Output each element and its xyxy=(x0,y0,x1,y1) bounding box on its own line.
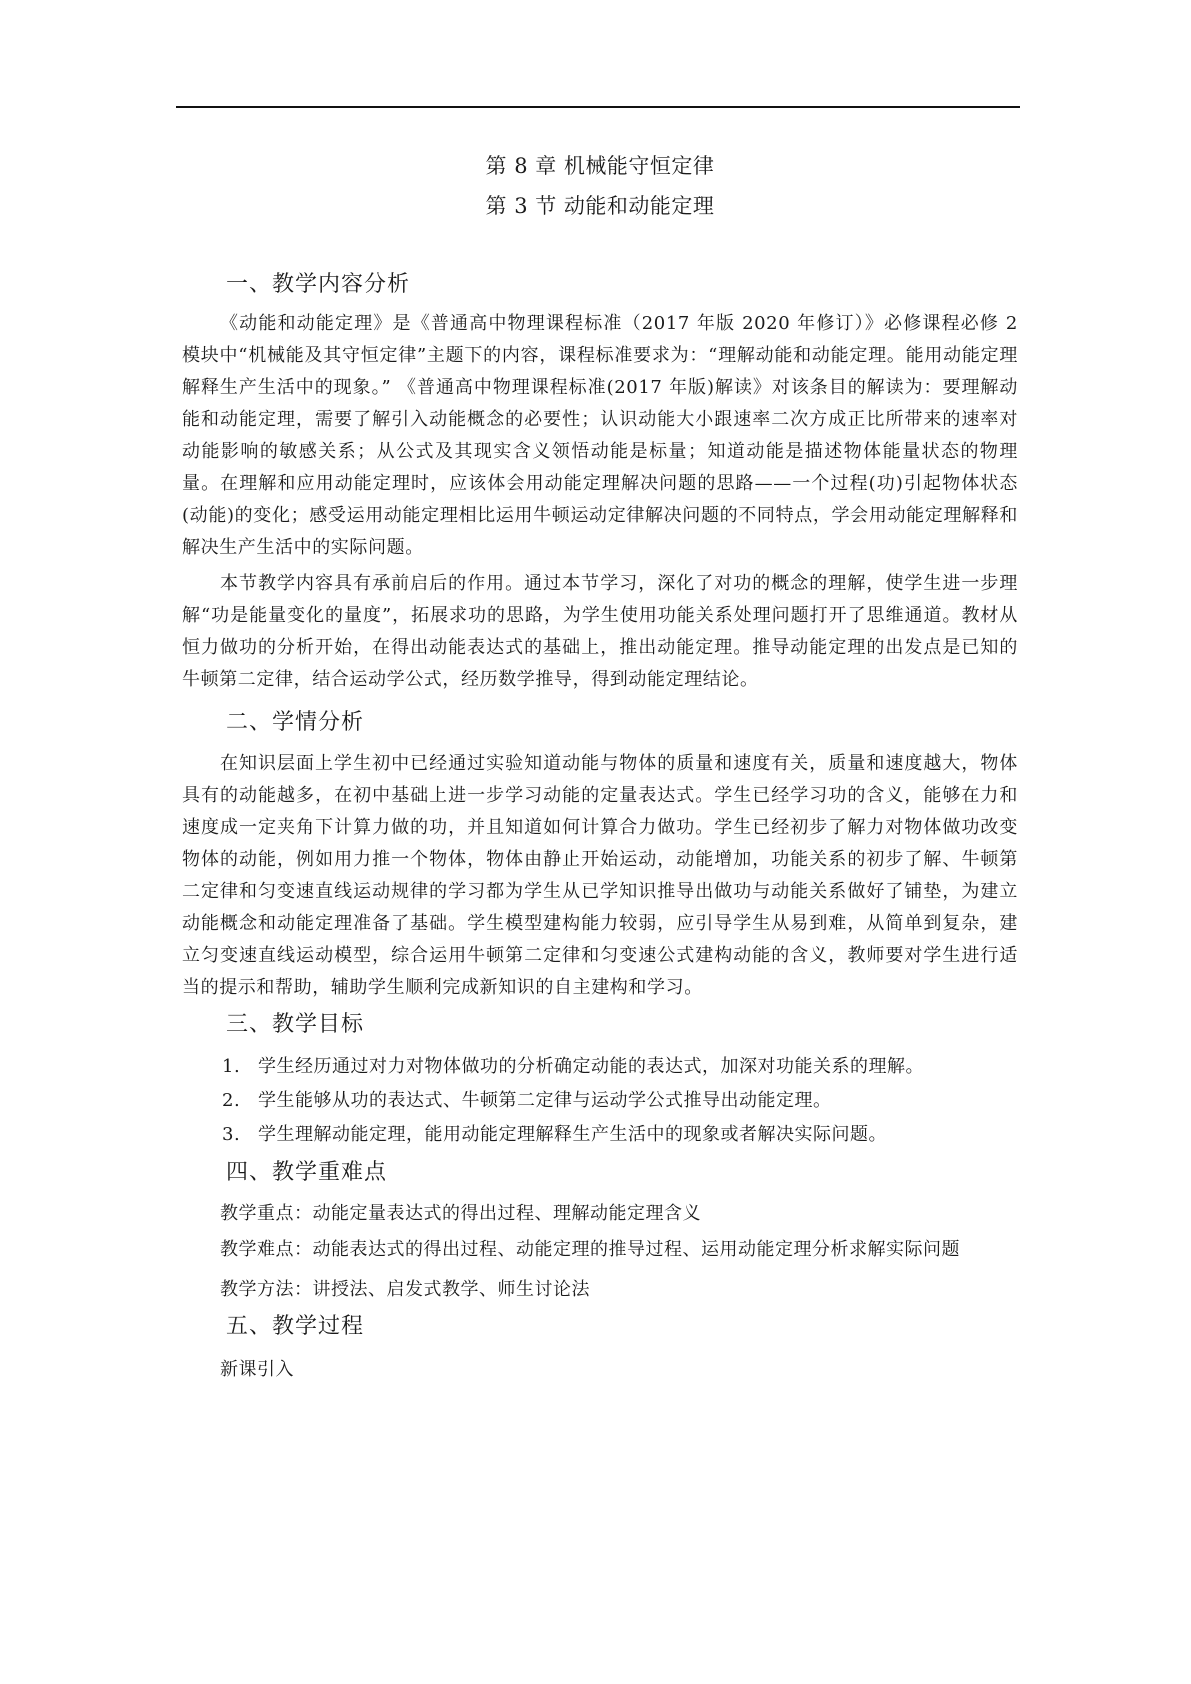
new-lesson-intro: 新课引入 xyxy=(220,1359,294,1380)
list-item xyxy=(182,1050,1018,1084)
list-item xyxy=(182,1118,1018,1152)
paragraph: 在知识层面上学生初中已经通过实验知道动能与物体的质量和速度有关，质量和速度越大，物体具有的动能越多，在初中基础上进一步学习动能的定量表达式。学生已经学习功的含义，能够在力和速度成一定夹角下计算力做的功，并且知道如何计算合力做功。学生已经初步了解力对物体做功改变物体的动能，例如用力推一个物体，物体由静止开始运动，动能增加，功能关系的初步了解、牛顿第二定律和匀变速直线运动规律的学习都为学生从已学知识推导出做功与动能关系做好了铺垫，为建立动能概念和动能定理准备了基础。学生模型建构能力较弱，应引导学生从易到难，从简单到复杂，建立匀变速直线运动模型，综合运用牛顿第二定律和匀变速公式建构动能的含义，教师要对学生进行适当的提示和帮助，辅助学生顺利完成新知识的自主建构和学习。 xyxy=(182,753,1018,998)
paragraph: 本节教学内容具有承前启后的作用。通过本节学习，深化了对功的概念的理解，使学生进一步理解“功是能量变化的量度”，拓展求功的思路，为学生使用功能关系处理问题打开了思维通道。教材从恒力做功的分析开始，在得出动能表达式的基础上，推出动能定理。推导动能定理的出发点是已知的牛顿第二定律，结合运动学公式，经历数学推导，得到动能定理结论。 xyxy=(182,573,1018,690)
objectives-list xyxy=(182,1050,1018,1152)
heading-teaching-objectives: 三、教学目标 xyxy=(226,1012,365,1037)
heading-teaching-process: 五、教学过程 xyxy=(226,1314,365,1339)
list-item xyxy=(182,1084,1018,1118)
difficulty-text: 教学难点：动能表达式的得出过程、动能定理的推导过程、运用动能定理分析求解实际问题 xyxy=(220,1239,960,1260)
heading-learner-analysis: 二、学情分析 xyxy=(226,710,365,735)
method-text: 教学方法：讲授法、启发式教学、师生讨论法 xyxy=(220,1279,590,1300)
list-number: 2. xyxy=(222,1090,241,1111)
key-point-text: 教学重点：动能定量表达式的得出过程、理解动能定理含义 xyxy=(220,1203,701,1224)
heading-key-and-difficult-points: 四、教学重难点 xyxy=(226,1160,388,1185)
list-item-text: 学生能够从功的表达式、牛顿第二定律与运动学公式推导出动能定理。 xyxy=(258,1090,832,1111)
document-body xyxy=(182,150,1018,1386)
paragraph: 《动能和动能定理》是《普通高中物理课程标准（2017 年版 2020 年修订）》必修课程必修 2 模块中“机械能及其守恒定律”主题下的内容，课程标准要求为：“理解动能和动能定理。能用动能定理解释生产生活中的现象。” 《普通高中物理课程标准(2017 年版)解读》对该条目的解读为：要理解动能和动能定理，需要了解引入动能概念的必要性；认识动能大小跟速率二次方成正比所带来的速率对动能影响的敏感关系；从公式及其现实含义领悟动能是标量；知道动能是描述物体能量状态的物理量。在理解和应用动能定理时，应该体会用动能定理解决问题的思路——一个过程(功)引起物体状态(动能)的变化；感受运用动能定理相比运用牛顿运动定律解决问题的不同特点，学会用动能定理解释和解决生产生活中的实际问题。 xyxy=(182,313,1018,558)
header-rule xyxy=(176,106,1020,108)
list-item-text: 学生理解动能定理，能用动能定理解释生产生活中的现象或者解决实际问题。 xyxy=(258,1124,887,1145)
list-item-text: 学生经历通过对力对物体做功的分析确定动能的表达式，加深对功能关系的理解。 xyxy=(258,1056,924,1077)
chapter-title: 第 8 章 机械能守恒定律 xyxy=(485,154,715,178)
list-number: 3. xyxy=(222,1124,241,1145)
heading-teaching-content-analysis: 一、教学内容分析 xyxy=(226,272,411,297)
list-number: 1. xyxy=(222,1056,241,1077)
section-title: 第 3 节 动能和动能定理 xyxy=(485,194,715,218)
